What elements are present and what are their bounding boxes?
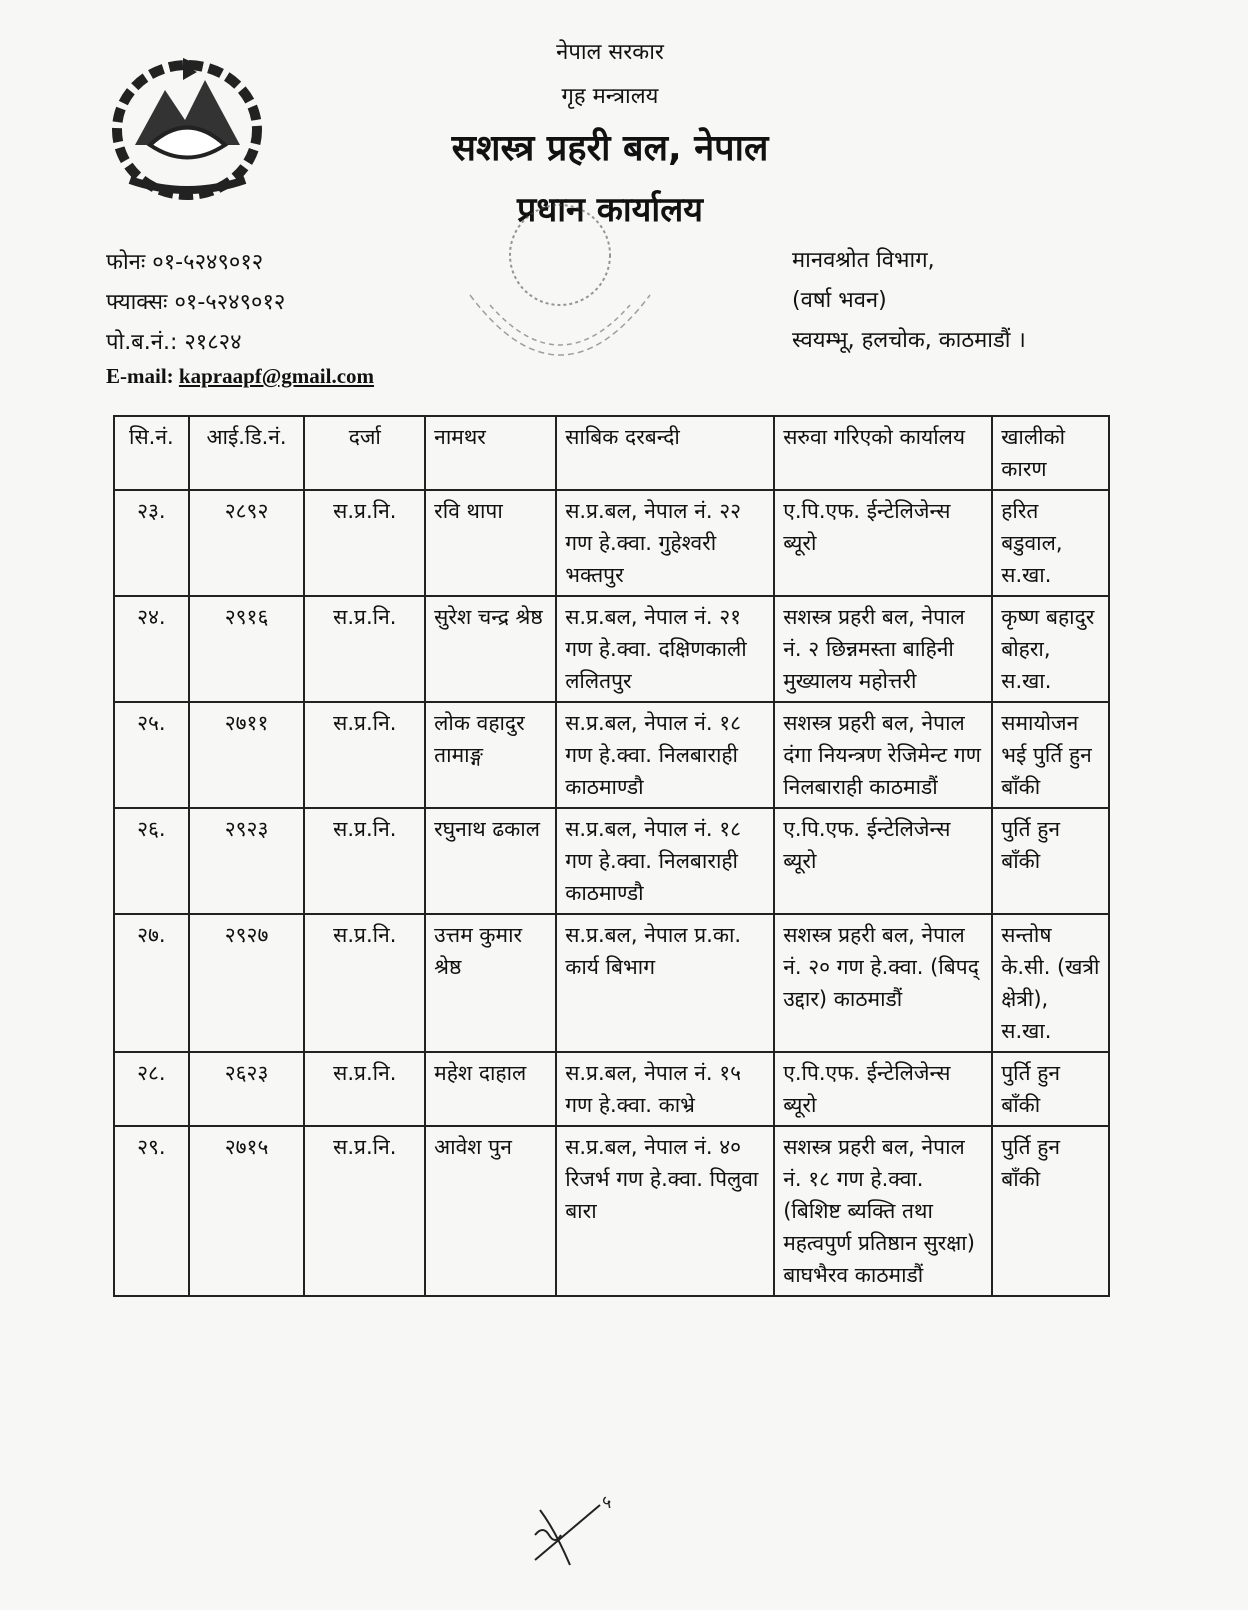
transferred-office-cell: सशस्त्र प्रहरी बल, नेपाल नं. २० गण हे.क्वा. (बिपद् उद्दार) काठमाडौं (774, 914, 992, 1052)
table-row (114, 1126, 1109, 1296)
transferred-office-cell: ए.पि.एफ. ईन्टेलिजेन्स ब्यूरो (774, 490, 992, 596)
serial-no-cell: २९. (114, 1126, 189, 1296)
table-row (114, 702, 1109, 808)
table-header-row (114, 416, 1109, 490)
government-name: नेपाल सरकार (556, 40, 664, 65)
header-name: नामथर (425, 416, 556, 490)
department-name: मानवश्रोत विभाग, (792, 248, 935, 273)
id-no-cell: २९२७ (189, 914, 305, 1052)
vacancy-reason-cell: समायोजन भई पुर्ति हुन बाँकी (992, 702, 1109, 808)
table-row (114, 808, 1109, 914)
serial-no-cell: २३. (114, 490, 189, 596)
vacancy-reason-cell: सन्तोष के.सी. (खत्री क्षेत्री), स.खा. (992, 914, 1109, 1052)
table-row (114, 596, 1109, 702)
email-link[interactable]: kapraapf@gmail.com (178, 364, 375, 388)
fax-number: फ्याक्सः ०१-५२४९०१२ (106, 290, 286, 315)
vacancy-reason-cell: हरित बडुवाल, स.खा. (992, 490, 1109, 596)
previous-post-cell: स.प्र.बल, नेपाल नं. १८ गण हे.क्वा. निलबाराही काठमाण्डौ (556, 702, 774, 808)
header-id-no: आई.डि.नं. (189, 416, 305, 490)
phone-number: फोनः ०१-५२४९०१२ (106, 250, 264, 275)
rank-cell: स.प्र.नि. (304, 914, 425, 1052)
rank-cell: स.प्र.नि. (304, 702, 425, 808)
official-stamp-icon (440, 185, 680, 395)
vacancy-reason-cell: कृष्ण बहादुर बोहरा, स.खा. (992, 596, 1109, 702)
rank-cell: स.प्र.नि. (304, 596, 425, 702)
id-no-cell: २९१६ (189, 596, 305, 702)
transferred-office-cell: सशस्त्र प्रहरी बल, नेपाल नं. २ छिन्नमस्ता बाहिनी मुख्यालय महोत्तरी (774, 596, 992, 702)
id-no-cell: २७१५ (189, 1126, 305, 1296)
transferred-office-cell: ए.पि.एफ. ईन्टेलिजेन्स ब्यूरो (774, 808, 992, 914)
signature-mark: ५ (602, 1492, 612, 1513)
table-row (114, 1052, 1109, 1126)
office-location: स्वयम्भू, हलचोक, काठमाडौं । (792, 328, 1026, 353)
serial-no-cell: २७. (114, 914, 189, 1052)
email-label: E-mail: (106, 364, 179, 388)
header-previous-post: साबिक दरबन्दी (556, 416, 774, 490)
table-row (114, 490, 1109, 596)
serial-no-cell: २४. (114, 596, 189, 702)
id-no-cell: २७११ (189, 702, 305, 808)
name-cell: रवि थापा (425, 490, 556, 596)
header-serial-no: सि.नं. (114, 416, 189, 490)
building-name: (वर्षा भवन) (792, 288, 887, 313)
rank-cell: स.प्र.नि. (304, 1052, 425, 1126)
header-vacancy-reason: खालीको कारण (992, 416, 1109, 490)
serial-no-cell: २६. (114, 808, 189, 914)
rank-cell: स.प्र.नि. (304, 808, 425, 914)
name-cell: सुरेश चन्द्र श्रेष्ठ (425, 596, 556, 702)
header-rank: दर्जा (304, 416, 425, 490)
vacancy-reason-cell: पुर्ति हुन बाँकी (992, 1052, 1109, 1126)
ministry-name: गृह मन्त्रालय (561, 84, 659, 109)
rank-cell: स.प्र.नि. (304, 1126, 425, 1296)
name-cell: रघुनाथ ढकाल (425, 808, 556, 914)
table-row (114, 914, 1109, 1052)
vacancy-reason-cell: पुर्ति हुन बाँकी (992, 808, 1109, 914)
nepal-emblem-icon (105, 50, 270, 200)
previous-post-cell: स.प्र.बल, नेपाल प्र.का. कार्य बिभाग (556, 914, 774, 1052)
transferred-office-cell: ए.पि.एफ. ईन्टेलिजेन्स ब्यूरो (774, 1052, 992, 1126)
name-cell: महेश दाहाल (425, 1052, 556, 1126)
rank-cell: स.प्र.नि. (304, 490, 425, 596)
previous-post-cell: स.प्र.बल, नेपाल नं. २२ गण हे.क्वा. गुहेश्वरी भक्तपुर (556, 490, 774, 596)
id-no-cell: २६२३ (189, 1052, 305, 1126)
po-box: पो.ब.नं.: २१८२४ (106, 330, 242, 355)
organization-name: सशस्त्र प्रहरी बल, नेपाल (451, 128, 769, 169)
name-cell: आवेश पुन (425, 1126, 556, 1296)
name-cell: लोक वहादुर तामाङ्ग (425, 702, 556, 808)
previous-post-cell: स.प्र.बल, नेपाल नं. १८ गण हे.क्वा. निलबाराही काठमाण्डौ (556, 808, 774, 914)
transfer-table (113, 415, 1110, 1297)
previous-post-cell: स.प्र.बल, नेपाल नं. ४० रिजर्भ गण हे.क्वा. पिलुवा बारा (556, 1126, 774, 1296)
transferred-office-cell: सशस्त्र प्रहरी बल, नेपाल दंगा नियन्त्रण रेजिमेन्ट गण निलबाराही काठमाडौं (774, 702, 992, 808)
signature-icon (530, 1490, 650, 1570)
header-transferred-office: सरुवा गरिएको कार्यालय (774, 416, 992, 490)
vacancy-reason-cell: पुर्ति हुन बाँकी (992, 1126, 1109, 1296)
previous-post-cell: स.प्र.बल, नेपाल नं. २१ गण हे.क्वा. दक्षिणकाली ललितपुर (556, 596, 774, 702)
serial-no-cell: २५. (114, 702, 189, 808)
serial-no-cell: २८. (114, 1052, 189, 1126)
office-name: प्रधान कार्यालय (517, 190, 703, 230)
previous-post-cell: स.प्र.बल, नेपाल नं. १५ गण हे.क्वा. काभ्रे (556, 1052, 774, 1126)
name-cell: उत्तम कुमार श्रेष्ठ (425, 914, 556, 1052)
email-line (106, 364, 374, 389)
id-no-cell: २८९२ (189, 490, 305, 596)
transferred-office-cell: सशस्त्र प्रहरी बल, नेपाल नं. १८ गण हे.क्वा. (बिशिष्ट ब्यक्ति तथा महत्वपुर्ण प्रतिष्ठान सुरक्षा) बाघभैरव काठमाडौं (774, 1126, 992, 1296)
id-no-cell: २९२३ (189, 808, 305, 914)
